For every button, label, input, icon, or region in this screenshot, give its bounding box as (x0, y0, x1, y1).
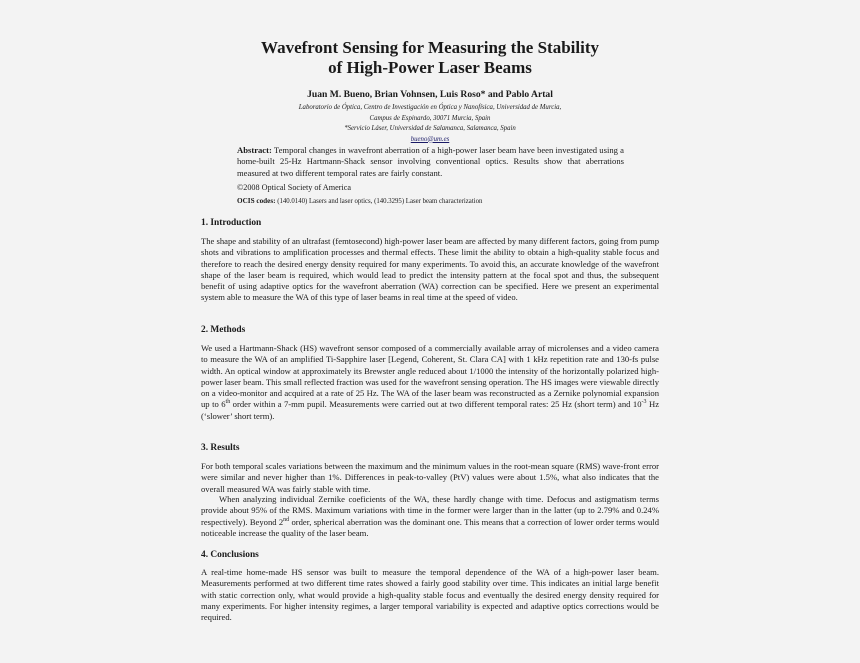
affiliation-1a: Laboratorio de Óptica, Centro de Investigación en Óptica y Nanofísica, Universidad de Murcia, (298, 104, 562, 111)
abstract (237, 145, 624, 179)
conclusions-paragraph: A real-time home-made HS sensor was built to measure the temporal dependence of the WA of a high-power laser beam. Measurements performed at two different time rates showed a fairly good stability over time. This indicates an initial large benefit with static correction only, what would provide a high-quality stable focus and eventually the desired energy density required for many experiments. For higher intensity regimes, a larger temporal variability is expected and adaptive optics corrections would be required. (201, 567, 659, 623)
section-heading-introduction: 1. Introduction (201, 218, 262, 228)
title-line-1: Wavefront Sensing for Measuring the Stability (261, 38, 599, 57)
methods-sup-2: -3 (641, 399, 647, 406)
methods-text-b: order within a 7-mm pupil. Measurements were carried out at two different temporal rates: 25 Hz (short term) and 10 (230, 399, 642, 410)
methods-sup-1: th (225, 399, 231, 406)
methods-text-c: Hz (‘slower’ short term). (201, 399, 660, 421)
section-heading-conclusions: 4. Conclusions (201, 550, 259, 560)
methods-text-a: We used a Hartmann-Shack (HS) wavefront sensor composed of a commercially available array of microlenses and a video camera to measure the WA of an amplified Ti-Sapphire laser [Legend, Coherent, St. Clara CA] with 1 kHz repetition rate and 130-fs pulse width. An optical window at approximately its Brewster angle reduced about 1/1000 the intensity of the horizontally polarized high-power laser beam. This small reflected fraction was used for the wavefront sensing operation. The HS images were viewable directly on a video-monitor and acquired at a rate of 25 Hz. The WA of the laser beam was reconstructed as a Zernike polynomial expansion up to 6 (201, 343, 659, 410)
introduction-paragraph: The shape and stability of an ultrafast (femtosecond) high-power laser beam are affected by many different factors, going from pump shots and vibrations to amplification processes and thermal effects. These limit the ability to obtain a high-quality stable focus and therefore to reach the desired energy density required for many experiments. To avoid this, an accurate knowledge of the wavefront shape of the laser beam is required, which would lead to predict the intensity pattern at the focal spot and thus, the subsequent benefit of using adaptive optics for the wavefront aberration (WA) correction can be specified. Here we present an experimental system able to measure the WA of this type of laser beams in real time at the speed of video. (201, 236, 659, 303)
abstract-text: Temporal changes in wavefront aberration of a high-power laser beam have been investigated using a home-built 25-Hz Hartmann-Shack sensor involving conventional optics. Results show that aberrations measured at two different temporal rates are fairly constant. (237, 145, 624, 178)
affiliation-1b: Campus de Espinardo, 30071 Murcia, Spain (369, 114, 491, 122)
section-heading-results: 3. Results (201, 443, 240, 453)
methods-paragraph (201, 343, 659, 422)
abstract-label: Abstract: (237, 145, 272, 155)
ocis-label: OCIS codes: (237, 197, 276, 205)
paper-title (0, 38, 860, 78)
affiliations (0, 103, 860, 145)
ocis-text: (140.0140) Lasers and laser optics, (140.3295) Laser beam characterization (275, 198, 483, 205)
ocis-codes (237, 197, 482, 205)
section-heading-methods: 2. Methods (201, 325, 246, 335)
copyright: ©2008 Optical Society of America (237, 183, 351, 192)
results-paragraph-2 (201, 494, 659, 539)
author-list: Juan M. Bueno, Brian Vohnsen, Luis Roso* and Pablo Artal (307, 89, 553, 100)
results-text-2a: When analyzing individual Zernike coeficients of the WA, these hardly change with time. Defocus and astigmatism terms provide about 95% of the RMS. Maximum variations with time in the former were larger than in the latter (up to 2.79% and 0.24% respectively). Beyond 2 (201, 494, 659, 527)
email-link[interactable]: bueno@um.es (410, 135, 450, 143)
results-paragraph-1: For both temporal scales variations between the maximum and the minimum values in the root-mean square (RMS) wave-front error were similar and never higher than 1%. Differences in peak-to-valley (PtV) values were about 1.5%, what also indicates that the overall measured WA was fairly stable with time. (201, 461, 659, 494)
results-text-2b: order, spherical aberration was the dominant one. This means that a correction of lower order terms would noticeable increase the quality of the laser beam. (201, 516, 659, 538)
affiliation-2: *Servicio Láser, Universidad de Salamanca, Salamanca, Spain (344, 125, 516, 132)
results-sup: nd (283, 516, 290, 523)
title-line-2: of High-Power Laser Beams (328, 58, 532, 77)
